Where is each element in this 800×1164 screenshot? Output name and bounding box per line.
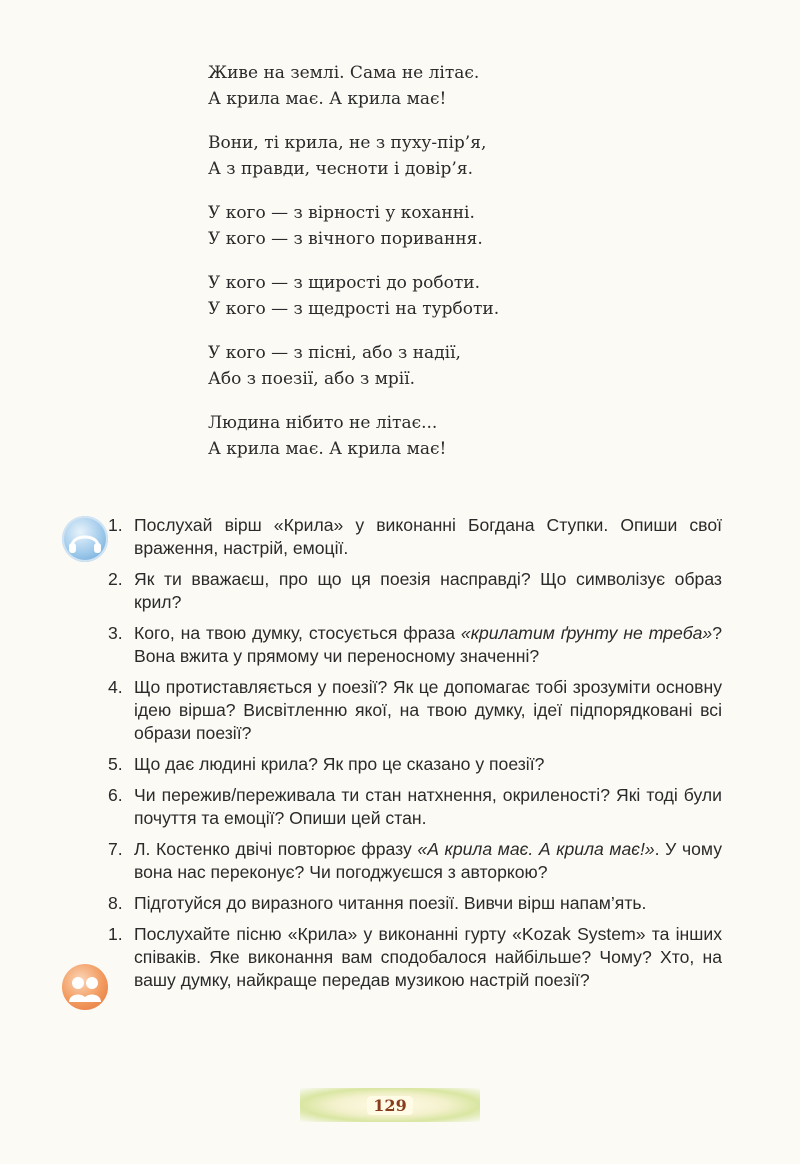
page-footer — [300, 1088, 480, 1122]
poem-line: А крила має. А крила має! — [208, 439, 447, 459]
question-number: 8. — [108, 893, 123, 913]
page-number: 129 — [367, 1096, 412, 1115]
poem-stanza — [208, 270, 668, 322]
poem-stanza — [208, 130, 668, 182]
question-text: Чи пережив/переживала ти стан натхнення, окриленості? Які тоді були почуття та емоції? Опиши цей стан. — [134, 785, 722, 828]
poem-stanza — [208, 60, 668, 112]
poem-line: Вони, ті крила, не з пуху-пір’я, — [208, 133, 487, 153]
question-item — [108, 676, 722, 745]
question-text: Послухай вірш «Крила» у виконанні Богдана Ступки. Опиши свої враження, настрій, емоції. — [134, 515, 722, 558]
question-number: 6. — [108, 785, 123, 805]
poem-line: Людина нібито не літає... — [208, 413, 438, 433]
question-item — [108, 753, 722, 776]
poem-line: А з правди, чесноти і довір’я. — [208, 159, 473, 179]
poem — [208, 60, 668, 462]
question-number: 7. — [108, 839, 123, 859]
poem-line: У кого — з вічного поривання. — [208, 229, 483, 249]
poem-line: У кого — з щедрості на турботи. — [208, 299, 500, 319]
question-text: Що дає людині крила? Як про це сказано у поезії? — [134, 754, 545, 774]
question-text — [134, 622, 722, 668]
quoted-phrase: «А крила має. А крила має!» — [417, 839, 655, 859]
quoted-phrase: «крилатим ґрунту не треба» — [460, 623, 713, 643]
question-item — [108, 622, 722, 668]
poem-line: А крила має. А крила має! — [208, 89, 447, 109]
group-question-item — [108, 923, 722, 992]
headphones-listen-icon — [62, 516, 108, 562]
question-text: Послухайте пісню «Крила» у виконанні гурту «Kozak System» та інших співаків. Яке виконання вам сподобалося найбільше? Чому? Хто, на вашу думку, найкраще передав музикою настрій поезії? — [134, 924, 722, 990]
question-item — [108, 892, 722, 915]
poem-line: У кого — з вірності у коханні. — [208, 203, 475, 223]
poem-stanza — [208, 340, 668, 392]
poem-line: У кого — з щирості до роботи. — [208, 273, 481, 293]
question-item — [108, 514, 722, 560]
question-number: 1. — [108, 924, 123, 944]
question-number: 3. — [108, 623, 123, 643]
question-text-part: Л. Костенко двічі повторює фразу — [134, 839, 418, 859]
questions — [108, 514, 722, 1000]
poem-line: Або з поезії, або з мрії. — [208, 369, 416, 389]
question-text: Що протиставляється у поезії? Як це допомагає тобі зрозуміти основну ідею вірша? Висвітленню якої, на твою думку, ідеї підпорядковані всі образи поезії? — [134, 677, 722, 743]
question-text: Як ти вважаєш, про що ця поезія насправді? Що символізує образ крил? — [134, 569, 722, 612]
question-number: 4. — [108, 677, 123, 697]
question-text-part: Кого, на твою думку, стосується фраза — [134, 623, 461, 643]
question-number: 2. — [108, 569, 123, 589]
question-text-part: . У чому вона нас переконує? Чи погоджуєшся з авторкою? — [134, 839, 722, 882]
question-number: 1. — [108, 515, 123, 535]
poem-line: Живе на землі. Сама не літає. — [208, 63, 480, 83]
group-children-icon — [62, 964, 108, 1010]
question-text-part: ? Вона вжита у прямому чи переносному значенні? — [134, 623, 722, 666]
question-number: 5. — [108, 754, 123, 774]
question-item — [108, 838, 722, 884]
question-text: Підготуйся до виразного читання поезії. Вивчи вірш напам’ять. — [134, 893, 647, 913]
poem-stanza — [208, 410, 668, 462]
question-text — [134, 838, 722, 884]
poem-line: У кого — з пісні, або з надії, — [208, 343, 461, 363]
question-item — [108, 784, 722, 830]
poem-stanza — [208, 200, 668, 252]
question-item — [108, 568, 722, 614]
